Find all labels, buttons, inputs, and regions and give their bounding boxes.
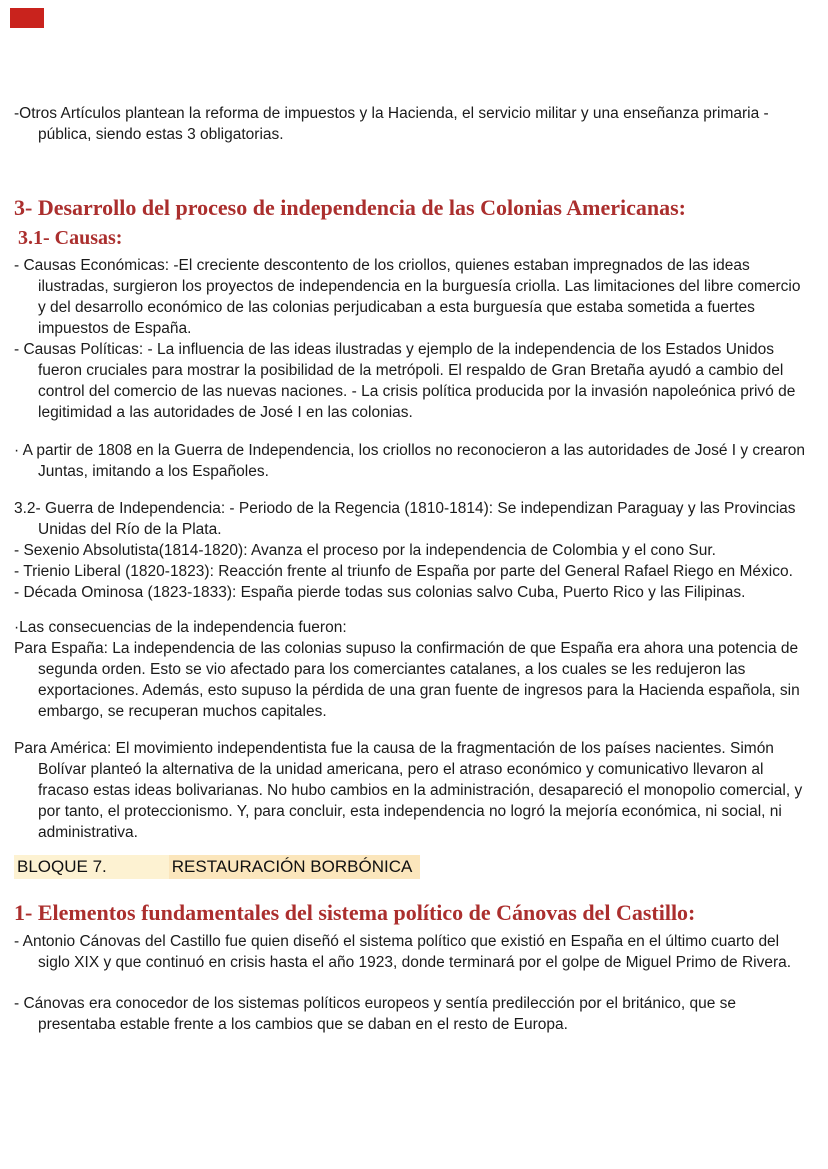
- bloque7-heading-row: [14, 855, 810, 879]
- paragraph-causas-politicas: - Causas Políticas: - La influencia de las ideas ilustradas y ejemplo de la independencia de los Estados Unidos fueron cruciales para mostrar la posibilidad de la metrópoli. El respaldo de Gran Bretaña ayudó a cambio del control del comercio de las nuevas naciones. - La crisis política producida por la invasión napoleónica privó de legitimidad a las autoridades de José I en las colonias.: [14, 341, 796, 421]
- red-corner-mark: [10, 8, 44, 28]
- bloque7-title: RESTAURACIÓN BORBÓNICA: [169, 855, 421, 879]
- paragraph-antonio-canovas: - Antonio Cánovas del Castillo fue quien diseñó el sistema político que existió en España en el último cuarto del siglo XIX y que continuó en crisis hasta el año 1923, donde terminará por el golpe de Miguel Primo de Rivera.: [14, 933, 792, 971]
- bloque7-label: BLOQUE 7.: [14, 855, 169, 879]
- subheading-causas: 3.1- Causas:: [18, 227, 123, 249]
- paragraph-guerra-sexenio: - Sexenio Absolutista(1814-1820): Avanza el proceso por la independencia de Colombia y el cono Sur.: [14, 542, 716, 559]
- intro-paragraph: -Otros Artículos plantean la reforma de impuestos y la Hacienda, el servicio militar y una enseñanza primaria - pública, siendo estas 3 obligatorias.: [14, 105, 769, 143]
- paragraph-consecuencias-america: Para América: El movimiento independentista fue la causa de la fragmentación de los países nacientes. Simón Bolívar planteó la alternativa de la unidad americana, pero el atraso económico y comunicativo llevaron al fracaso estas ideas bolivarianas. No hubo cambios en la administración, desapareció el monopolio comercial, y por tanto, el proteccionismo. Y, para concluir, esta independencia no logró la mejoría económica, ni social, ni administrativa.: [14, 740, 803, 841]
- paragraph-guerra-regencia: 3.2- Guerra de Independencia: - Periodo de la Regencia (1810-1814): Se independizan Paraguay y las Provincias Unidas del Río de la Plata.: [14, 500, 796, 538]
- paragraph-nota-1808: · A partir de 1808 en la Guerra de Independencia, los criollos no reconocieron a las autoridades de José I y crearon Juntas, imitando a los Españoles.: [14, 442, 805, 480]
- paragraph-canovas-conocedor: - Cánovas era conocedor de los sistemas políticos europeos y sentía predilección por el británico, que se presentaba estable frente a los cambios que se daban en el resto de Europa.: [14, 995, 737, 1033]
- paragraph-consecuencias-intro: ·Las consecuencias de la independencia fueron:: [14, 619, 347, 636]
- paragraph-causas-economicas: - Causas Económicas: -El creciente descontento de los criollos, quienes estaban impregnados de las ideas ilustradas, surgieron los proyectos de independencia en la burguesía criolla. Las limitaciones del libre comercio y del desarrollo económico de las colonias perjudicaban a esta burguesía que estaba sometida a fuertes impuestos de España.: [14, 257, 801, 337]
- paragraph-consecuencias-espana: Para España: La independencia de las colonias supuso la confirmación de que España era ahora una potencia de segunda orden. Esto se vio afectado para los comerciantes catalanes, a los cuales se les redujeron las exportaciones. Además, esto supuso la pérdida de una gran fuente de ingresos para la Hacienda española, sin embargo, se recuperan muchos capitales.: [14, 640, 800, 720]
- paragraph-guerra-decada: - Década Ominosa (1823-1833): España pierde todas sus colonias salvo Cuba, Puerto Rico y las Filipinas.: [14, 584, 746, 601]
- section-heading-independencia: 3- Desarrollo del proceso de independencia de las Colonias Americanas:: [14, 195, 687, 220]
- section-heading-canovas: 1- Elementos fundamentales del sistema político de Cánovas del Castillo:: [14, 900, 696, 925]
- paragraph-guerra-trienio: - Trienio Liberal (1820-1823): Reacción frente al triunfo de España por parte del General Rafael Riego en México.: [14, 563, 793, 580]
